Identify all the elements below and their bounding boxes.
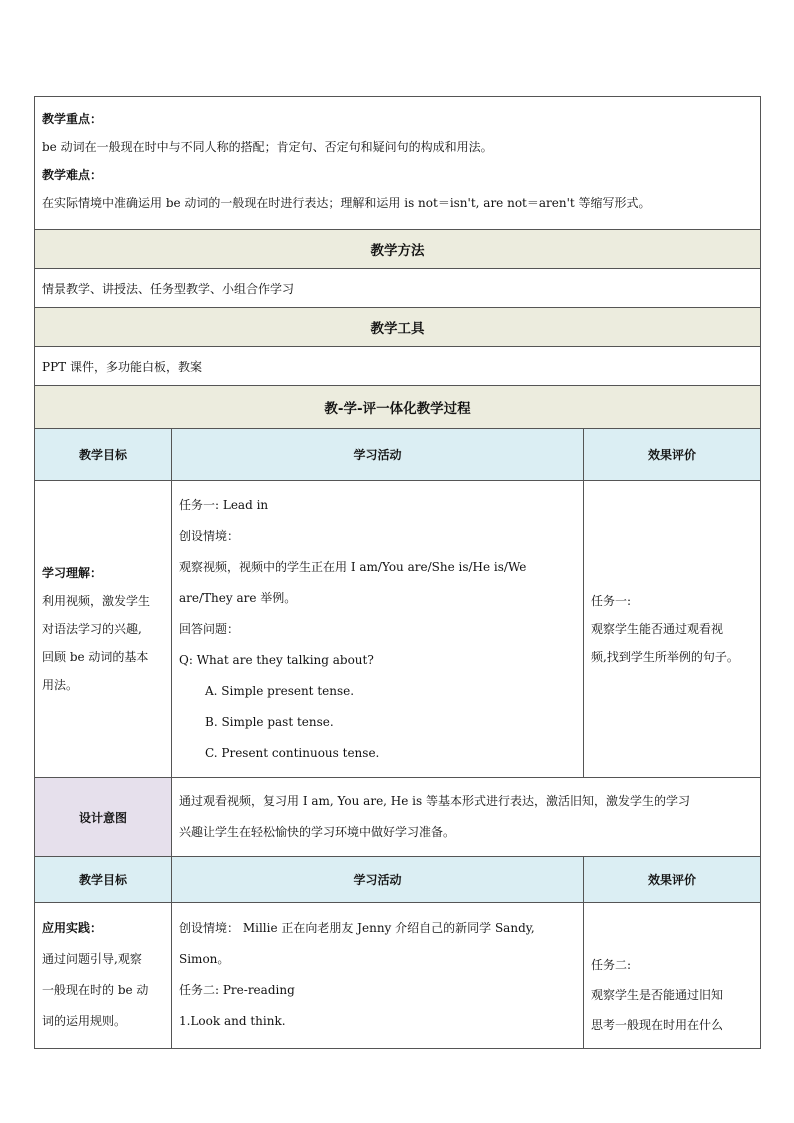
header-evaluation: 效果评价	[584, 429, 761, 481]
activity-line: Q: What are they talking about?	[179, 653, 374, 667]
focus-section	[35, 97, 761, 230]
evaluation-cell-1	[584, 481, 761, 778]
activity-line: Simon。	[179, 952, 230, 966]
evaluation-line: 观察学生能否通过观看视	[591, 622, 724, 636]
design-line: 兴趣让学生在轻松愉快的学习环境中做好学习准备。	[179, 825, 456, 839]
focus-text: be 动词在一般现在时中与不同人称的搭配；肯定句、否定句和疑问句的构成和用法。	[42, 140, 493, 154]
header-activity: 学习活动	[172, 429, 584, 481]
goal-line: 一般现在时的 be 动	[42, 983, 149, 997]
process-title: 教-学-评一体化教学过程	[35, 386, 761, 429]
evaluation-line: 任务一:	[591, 594, 632, 608]
activity-line: 创设情境：	[179, 529, 240, 543]
difficulty-text: 在实际情境中准确运用 be 动词的一般现在时进行表达；理解和运用 is not＝isn't, are not＝aren't 等缩写形式。	[42, 196, 651, 210]
option-a: A. Simple present tense.	[205, 684, 355, 698]
design-text	[172, 778, 761, 857]
evaluation-line: 任务二:	[591, 958, 632, 972]
goal-label: 应用实践：	[42, 921, 103, 935]
activity-line: 回答问题：	[179, 622, 240, 636]
header-goal: 教学目标	[35, 857, 172, 903]
methods-title: 教学方法	[35, 230, 761, 269]
goal-line: 对语法学习的兴趣,	[42, 622, 142, 636]
goal-line: 用法。	[42, 678, 79, 692]
lesson-plan-page	[34, 96, 760, 1049]
activity-line: 创设情境： Millie 正在向老朋友 Jenny 介绍自己的新同学 Sandy,	[179, 921, 535, 935]
activity-line: 任务一: Lead in	[179, 498, 269, 512]
difficulty-label: 教学难点：	[42, 168, 103, 182]
evaluation-line: 思考一般现在时用在什么	[591, 1018, 724, 1032]
design-line: 通过观看视频，复习用 I am, You are, He is 等基本形式进行表达，激活旧知，激发学生的学习	[179, 794, 690, 808]
header-goal: 教学目标	[35, 429, 172, 481]
activity-line: 1.Look and think.	[179, 1014, 286, 1028]
goal-line: 回顾 be 动词的基本	[42, 650, 149, 664]
activity-line: 任务二: Pre-reading	[179, 983, 295, 997]
activity-line: 观察视频，视频中的学生正在用 I am/You are/She is/He is/We	[179, 560, 527, 574]
goal-cell-1	[35, 481, 172, 778]
tools-text: PPT 课件，多功能白板，教案	[35, 347, 761, 386]
goal-label: 学习理解：	[42, 566, 103, 580]
goal-line: 利用视频，激发学生	[42, 594, 151, 608]
evaluation-cell-2	[584, 903, 761, 1049]
lesson-plan-table	[34, 96, 761, 1049]
header-activity: 学习活动	[172, 857, 584, 903]
option-b: B. Simple past tense.	[205, 715, 334, 729]
tools-title: 教学工具	[35, 308, 761, 347]
goal-line: 词的运用规则。	[42, 1014, 127, 1028]
goal-line: 通过问题引导,观察	[42, 952, 142, 966]
design-label: 设计意图	[35, 778, 172, 857]
header-evaluation: 效果评价	[584, 857, 761, 903]
activity-line: are/They are 举例。	[179, 591, 297, 605]
option-c: C. Present continuous tense.	[205, 746, 380, 760]
focus-label: 教学重点：	[42, 112, 103, 126]
activity-cell-1	[172, 481, 584, 778]
evaluation-line: 观察学生是否能通过旧知	[591, 988, 724, 1002]
goal-cell-2	[35, 903, 172, 1049]
activity-cell-2	[172, 903, 584, 1049]
methods-text: 情景教学、讲授法、任务型教学、小组合作学习	[35, 269, 761, 308]
evaluation-line: 频,找到学生所举例的句子。	[591, 650, 739, 664]
